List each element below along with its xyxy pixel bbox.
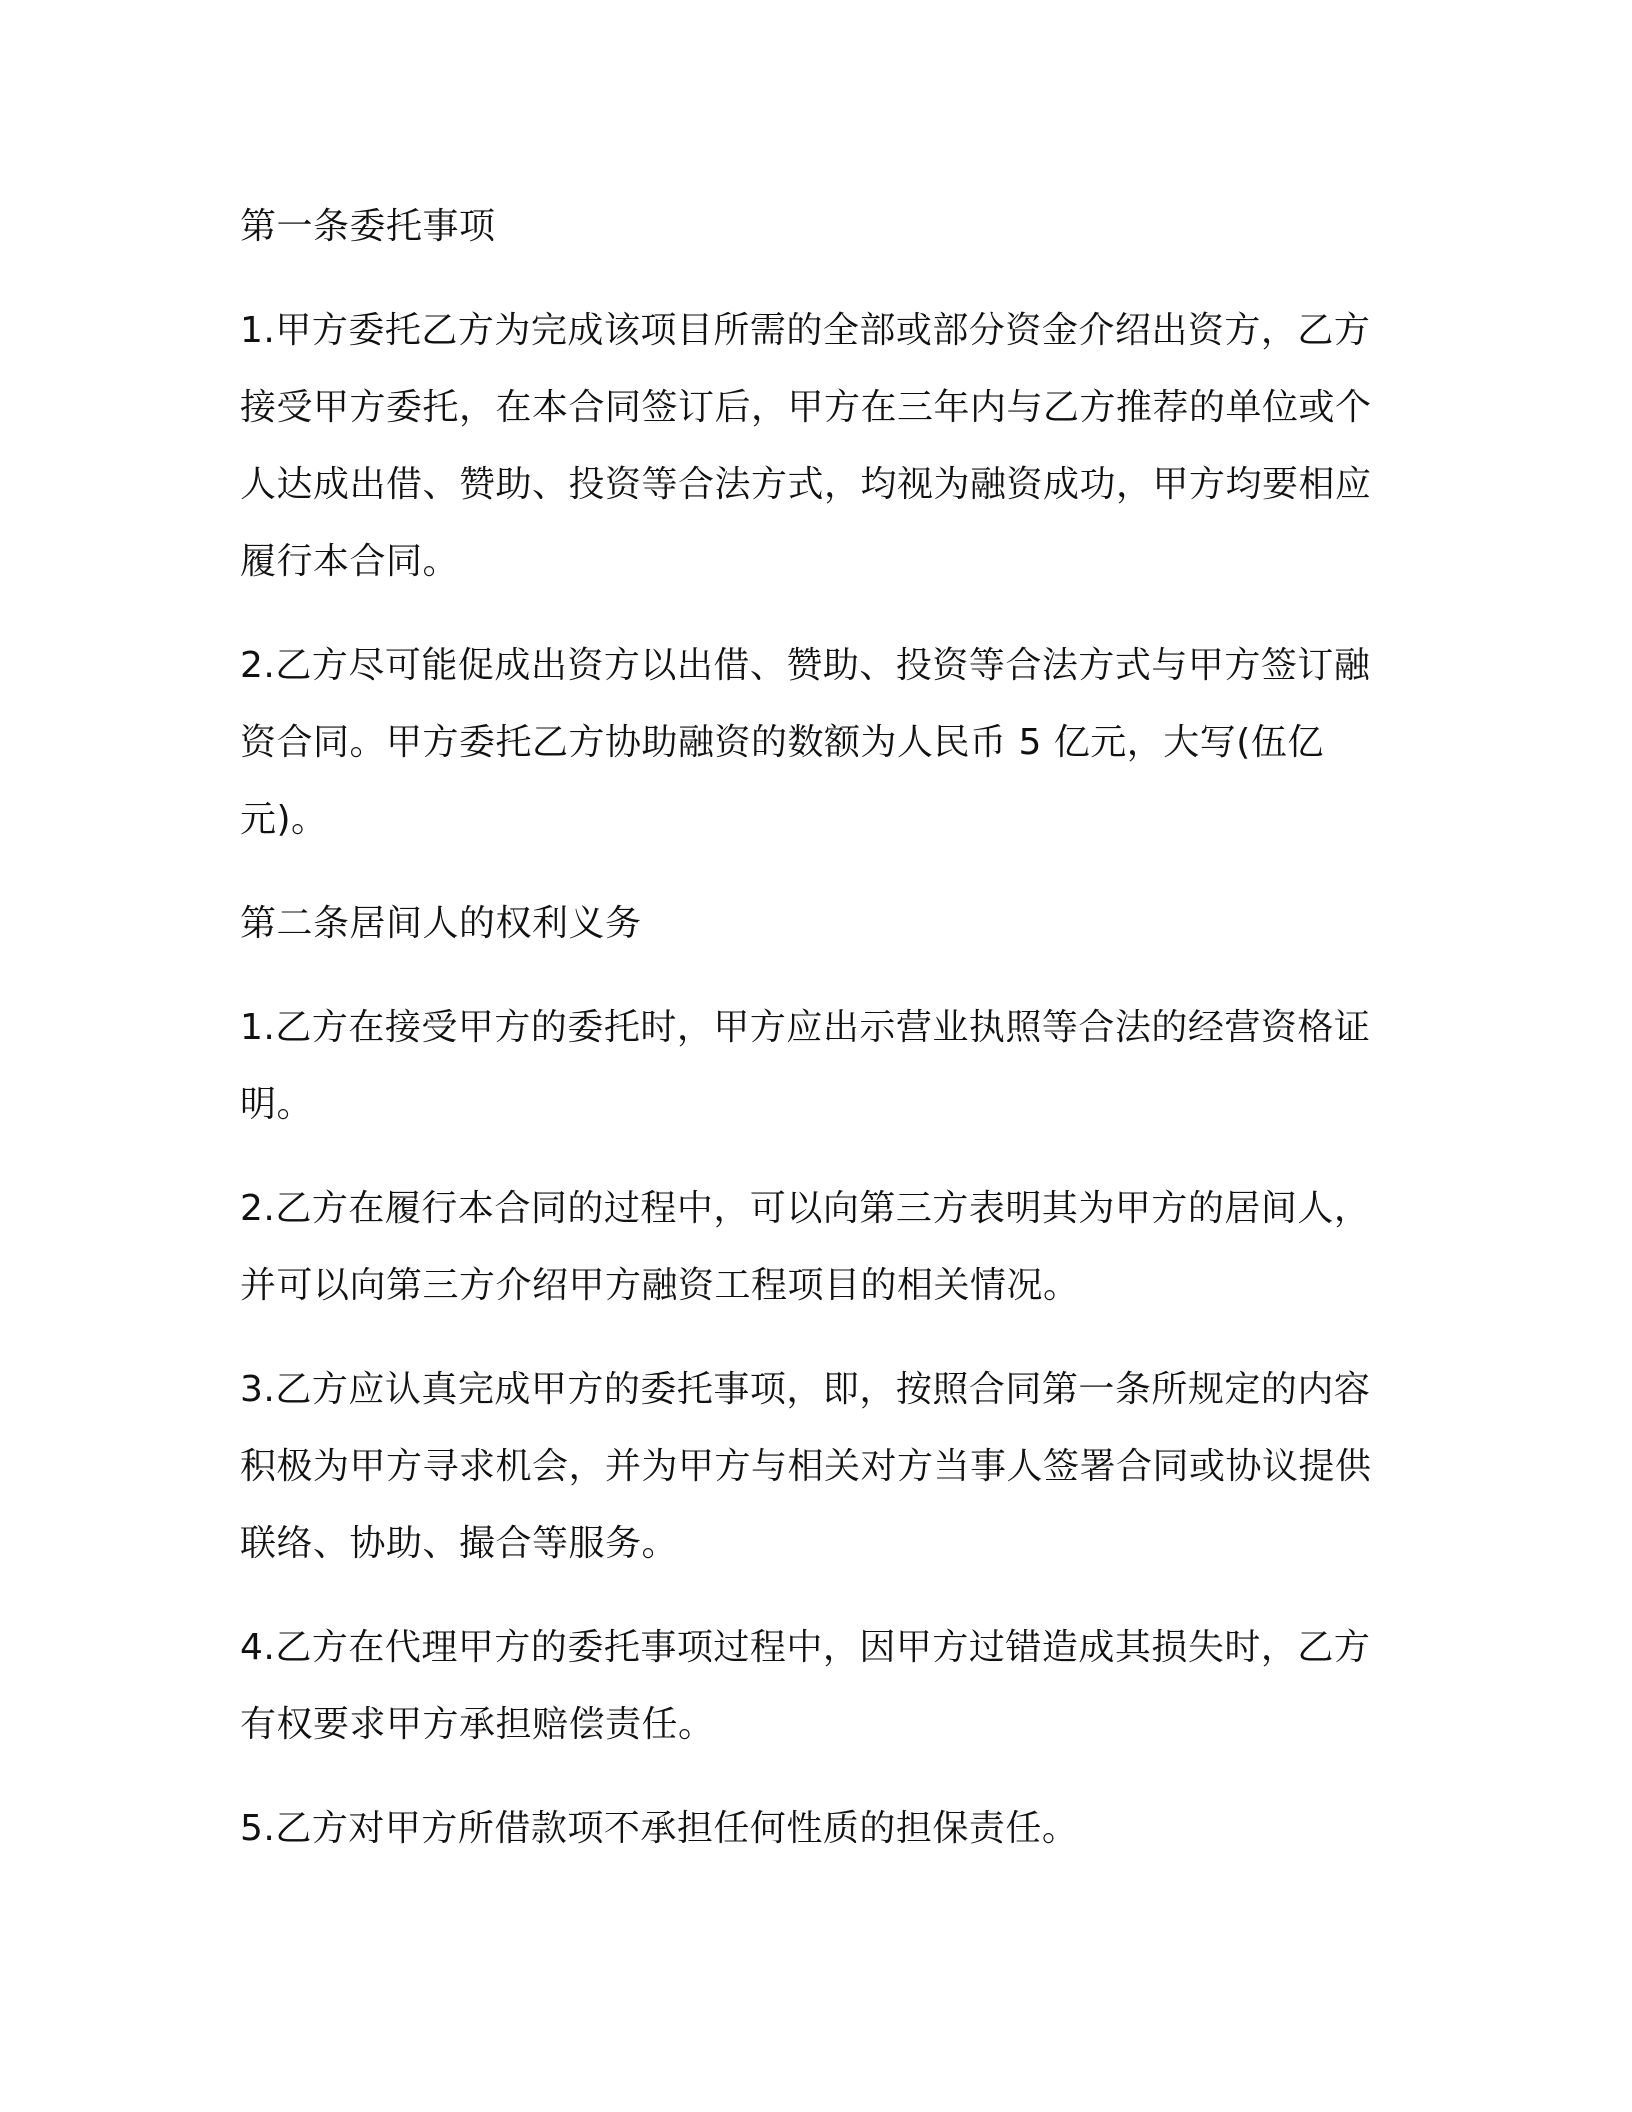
section-2-item-1: 1.乙方在接受甲方的委托时，甲方应出示营业执照等合法的经营资格证明。 [240,1007,1371,1125]
section-2-title: 第二条居间人的权利义务 [240,903,642,944]
section-1-title: 第一条委托事项 [240,206,496,247]
section-2-item-4: 4.乙方在代理甲方的委托事项过程中，因甲方过错造成其损失时，乙方有权要求甲方承担赔偿责任。 [240,1627,1371,1745]
document-body [240,188,1390,1894]
section-1-item-1: 1.甲方委托乙方为完成该项目所需的全部或部分资金介绍出资方，乙方接受甲方委托，在本合同签订后，甲方在三年内与乙方推荐的单位或个人达成出借、赞助、投资等合法方式，均视为融资成功，甲方均要相应履行本合同。 [240,310,1372,582]
section-1-item-2: 2.乙方尽可能促成出资方以出借、赞助、投资等合法方式与甲方签订融资合同。甲方委托乙方协助融资的数额为人民币 5 亿元，大写(伍亿元)。 [240,645,1371,840]
section-2-item-5: 5.乙方对甲方所借款项不承担任何性质的担保责任。 [240,1808,1079,1849]
section-2-item-3: 3.乙方应认真完成甲方的委托事项，即，按照合同第一条所规定的内容积极为甲方寻求机会，并为甲方与相关对方当事人签署合同或协议提供联络、协助、撮合等服务。 [240,1369,1372,1564]
section-2-item-2: 2.乙方在履行本合同的过程中，可以向第三方表明其为甲方的居间人，并可以向第三方介绍甲方融资工程项目的相关情况。 [240,1188,1371,1306]
